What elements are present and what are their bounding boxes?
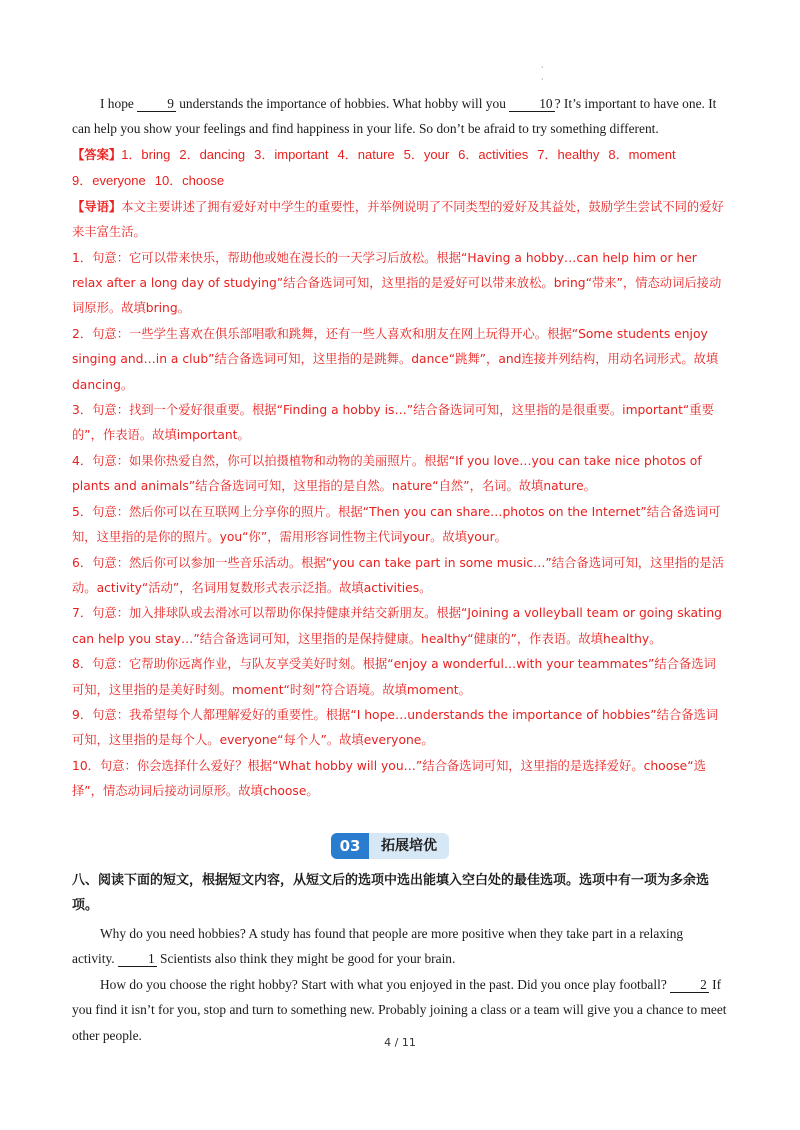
answer-item: 7．healthy xyxy=(537,147,600,162)
blank-1: 1 xyxy=(118,951,157,967)
exercise-paragraph xyxy=(72,921,728,972)
explanation-item: 6．句意：然后你可以参加一些音乐活动。根据“you can take part in some music…”结合备选词可知，这里指的是活动。activity“活动”，名词用复数形式表示泛指。故填activities。 xyxy=(72,555,724,595)
intro-text: I hope xyxy=(100,96,138,111)
guide-paragraph xyxy=(72,195,728,246)
answer-key xyxy=(72,142,728,195)
answer-item: 3．important xyxy=(254,147,329,162)
explanation-item: 8．句意：它帮助你远离作业，与队友享受美好时刻。根据“enjoy a wonderful…with your teammates”结合备选词可知，这里指的是美好时刻。moment“时刻”符合语境。故填moment。 xyxy=(72,657,716,697)
explanation-item: 10．句意：你会选择什么爱好？根据“What hobby will you…”结合备选词可知，这里指的是选择爱好。choose“选择”，情态动词后接动词原形。故填choose。 xyxy=(72,758,706,799)
explanation-item: 4．句意：如果你热爱自然，你可以拍摄植物和动物的美丽照片。根据“If you love…you can take nice photos of plants and animals”结合备选词可知，这里指的是自然。nature“自然”，名词。故填nature。 xyxy=(72,453,702,494)
blank-2: 2 xyxy=(670,977,709,993)
explanation-item: 5．句意：然后你可以在互联网上分享你的照片。根据“Then you can share…photos on the Internet”结合备选词可知，这里指的是你的照片。you“你”，需用形容词性物主代词your。故填your。 xyxy=(72,504,721,545)
answer-item: 6．activities xyxy=(458,147,529,162)
answer-item: 9．everyone xyxy=(72,173,146,189)
explanation-item: 7．句意：加入排球队或去滑冰可以帮助你保持健康并结交新朋友。根据“Joining a volleyball team or going skating can help you stay…”结合备选词可知，这里指的是保持健康。healthy“健康的”，作表语。故填healthy。 xyxy=(72,606,722,646)
answer-item: 1．bring xyxy=(121,147,171,162)
section-title: 拓展培优 xyxy=(369,833,449,859)
page-marks: · · xyxy=(541,63,544,84)
exercise-section xyxy=(72,868,728,1048)
answer-section xyxy=(72,142,728,805)
blank-9: 9 xyxy=(137,96,176,112)
exercise-text: Why do you need hobbies? A study has found that people are more positive when they take part in a relaxing activity. xyxy=(72,926,684,967)
section-badge xyxy=(331,833,449,859)
guide-text: 本文主要讲述了拥有爱好对中学生的重要性，并举例说明了不同类型的爱好及其益处，鼓励学生尝试不同的爱好来丰富生活。 xyxy=(72,199,724,240)
guide-tag: 【导语】 xyxy=(72,199,122,214)
answer-item: 4．nature xyxy=(337,147,395,162)
intro-text: ? It’s important to have one. It can help you show your feelings and find happiness in your life. So don’t be afraid to try something different. xyxy=(72,96,717,137)
answer-item: 8．moment xyxy=(608,147,676,162)
explanation-item: 1．句意：它可以带来快乐，帮助他或她在漫长的一天学习后放松。根据“Having a hobby…can help him or her relax after a long day of studying”结合备选词可知，这里指的是爱好可以带来放松。bring“带来”，情态动词后接动词原形。故填bring。 xyxy=(72,250,722,316)
exercise-text: Scientists also think they might be good for your brain. xyxy=(156,951,456,967)
exercise-heading: 八、阅读下面的短文，根据短文内容，从短文后的选项中选出能填入空白处的最佳选项。选项中有一项为多余选项。 xyxy=(72,873,710,913)
exercise-text: If you find it isn’t for you, stop and turn to something new. Probably joining a class or a team will give you a chance to meet other people. xyxy=(72,976,727,1043)
blank-10: 10 xyxy=(509,96,554,112)
explanation-item: 3．句意：找到一个爱好很重要。根据“Finding a hobby is…”结合备选词可知，这里指的是很重要。important“重要的”，作表语。故填important。 xyxy=(72,403,714,443)
explanation-item: 9．句意：我希望每个人都理解爱好的重要性。根据“I hope…understands the importance of hobbies”结合备选词可知，这里指的是每个人。everyone“每个人”。故填everyone。 xyxy=(72,707,719,748)
answer-item: 5．your xyxy=(403,147,450,162)
exercise-text: How do you choose the right hobby? Start with what you enjoyed in the past. Did you once play football? xyxy=(100,976,671,992)
section-number: 03 xyxy=(331,833,369,859)
explanation-item: 2．句意：一些学生喜欢在俱乐部唱歌和跳舞，还有一些人喜欢和朋友在网上玩得开心。根据“Some students enjoy singing and…in a club”结合备选词可知，这里指的是跳舞。dance“跳舞”，and连接并列结构，用动名词形式。故填dancing。 xyxy=(72,326,719,392)
intro-paragraph xyxy=(72,91,728,142)
answer-item: 2．dancing xyxy=(179,147,246,162)
answer-tag: 【答案】 xyxy=(72,148,122,162)
page-number: 4 / 11 xyxy=(384,1036,416,1049)
intro-passage xyxy=(72,91,728,142)
answer-item: 10．choose xyxy=(154,173,225,189)
intro-text: understands the importance of hobbies. What hobby will you xyxy=(175,96,510,111)
